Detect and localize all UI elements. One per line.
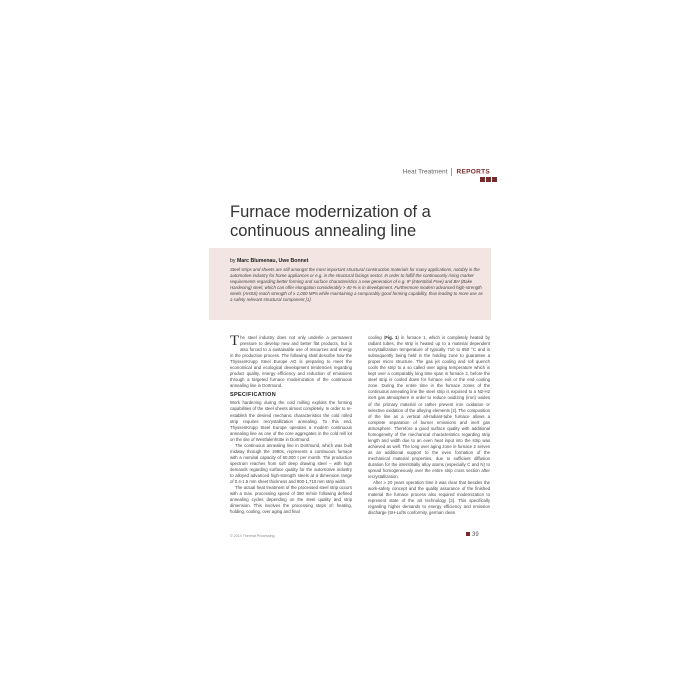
header-squares-icon bbox=[479, 169, 497, 187]
page-number bbox=[466, 532, 479, 538]
article-title: Furnace modernization of a continuous annealing line bbox=[230, 203, 431, 240]
footer-copyright: © 2014 Thermal Processing bbox=[230, 534, 275, 538]
body-paragraph: cooling (Fig. 1) in furnace 1, which is completely heated by radiant tubes, the strip is heated up to a material dependent recrystallization temperature of typically 710 to 850 °C and is subsequently being held in the holding zone to guarantee a proper micro structure. The gas jet cooling and roll quench cools the strip to a so called over aging temperature which is kept over a comparably long time span in furnace 2, before the steel strip is cooled down for furnace exit or the end cooling zone. During the entire time in the furnace zones of the continuous annealing line the steel strip is exposed to a N2-H2 inert gas atmosphere in order to reduce oxidizing (iron) oxides of the primary material or rather prevent iron oxidation or selective oxidation of the alloying elements [2]. The composition of the line as a vertical all-radiant-tube furnace allows a complete separation of burner emissions and inert gas atmosphere. Therefore a good surface quality with additional homogeneity of the mechanical characteristics regarding strip length and width due to an even heat input into the strip was achieved as well. The long over aging zone in furnace 2 serves as an additional support to the even formation of the mechanical material properties, due to sufficient diffusion duration for the interstitially alloy atoms (especially C and N) to spread homogeneously over the entire strip cross section after recrystallization. bbox=[368, 335, 490, 480]
paragraph-lead: cooling bbox=[368, 335, 382, 340]
body-column-right bbox=[368, 335, 490, 516]
article-abstract: Steel strips and sheets are still amongst the most important structural construction materials for many applications, notably in the automotive industry for home appliances or e.g. in the structural facings sector. In order to fulfill the continuously rising market requirements regarding better forming and surface characteristics a new generation of e.g. IF (Interstitial Free) and BH (Bake Hardening) steel, which can offer elongation considerably > 40 % is in development. Furthermore modern advanced high-strength steels (AHSS) reach strength of ≥ 1,000 MPa while maintaining a comparably good forming capability, thus leading to more use as a safety relevant structural component [1]. bbox=[230, 267, 483, 303]
page-marker-icon bbox=[466, 532, 470, 536]
section-heading-specification: SPECIFICATION bbox=[230, 392, 276, 399]
header-divider bbox=[451, 168, 452, 176]
authors-names: Marc Blumenau, Uwe Bonnet bbox=[236, 258, 309, 264]
drop-cap: T bbox=[230, 333, 240, 349]
header-category: Heat Treatment bbox=[402, 168, 448, 176]
authors-prefix: by bbox=[230, 258, 236, 264]
body-paragraph: The actual heat treatment of the processed steel strip occurs with a max. processing speed of 380 m/min following defined annealing cycles depending on the steel quality and strip dimension. This involves the processing steps of: heating, holding, cooling, over aging and final bbox=[230, 485, 352, 515]
intro-text: he steel industry does not only underlie a permanent pressure to develop new and better flat products, but is also forced to a sustainable use of resources and energy in the production process. The following shall describe how the ThyssenKrupp Steel Europe AG is preparing to meet the economical and ecological development tendencies regarding product quality, energy efficiency and reduction of emissions through a targeted furnace modernization of the continuous annealing line in Dortmund. bbox=[230, 335, 352, 389]
header-section: REPORTS bbox=[456, 168, 490, 176]
paragraph-text: in furnace 1, which is completely heated by radiant tubes, the strip is heated up to a material dependent recrystallization temperature of typically 710 to 850 °C and is subsequently being held in the holding zone to guarantee a proper micro structure. The gas jet cooling and roll quench cools the strip to a so called over aging temperature which is kept over a comparably long time span in furnace 2, before the steel strip is cooled down for furnace exit or the end cooling zone. During the entire time in the furnace zones of the continuous annealing line the steel strip is exposed to a N2-H2 inert gas atmosphere in order to reduce oxidizing (iron) oxides of the primary material or rather prevent iron oxidation or selective oxidation of the alloying elements [2]. The composition of the line as a vertical all-radiant-tube furnace allows a complete separation of burner emissions and inert gas atmosphere. Therefore a good surface quality with additional homogeneity of the mechanical characteristics regarding strip length and width due to an even heat input into the strip was achieved as well. The long over aging zone in furnace 2 serves as an additional support to the even formation of the mechanical material properties, due to sufficient diffusion duration for the interstitially alloy atoms (especially C and N) to spread homogeneously over the entire strip cross section after recrystallization. bbox=[368, 335, 490, 480]
page-number-value: 39 bbox=[472, 532, 479, 538]
body-column-left bbox=[230, 335, 352, 515]
running-header bbox=[190, 168, 490, 176]
body-paragraph: Work hardening during the cold milling exploits the forming capabilities of the steel sheets almost completely. In order to re-establish the desired mechanic characteristics the cold rolled strip requires recrystallization annealing. To this end, ThyssenKrupp Steel Europe operates a modern continuous annealing line as one of the core aggregates in the cold mill lot on the site of Westfalenhütte in Dortmund. bbox=[230, 400, 352, 442]
body-paragraph: After ≥ 20 years operation time it was clear that besides the work-safety concept and the quality assurance of the finished material the furnace process also required modernization to represent state of the art technology [3]. This specifically regarding higher demands to energy efficiency and emission discharge (SH-Lufts conformity, german clean bbox=[368, 480, 490, 516]
article-authors bbox=[230, 258, 308, 264]
intro-paragraph bbox=[230, 335, 352, 389]
figure-reference: Fig. 1 bbox=[385, 335, 398, 340]
body-paragraph: The continuous annealing line in Dortmund, which was built midway through the 1980s, represents a continuous furnace with a nominal capacity of 60,000 t per month. The production spectrum reaches from soft deep drawing steel – with high demands regarding surface quality for the automotive industry to alloyed advanced high-strength steels at a dimension range of 0.4-1.5 mm sheet thickness and 900-1,710 mm strip width. bbox=[230, 442, 352, 485]
